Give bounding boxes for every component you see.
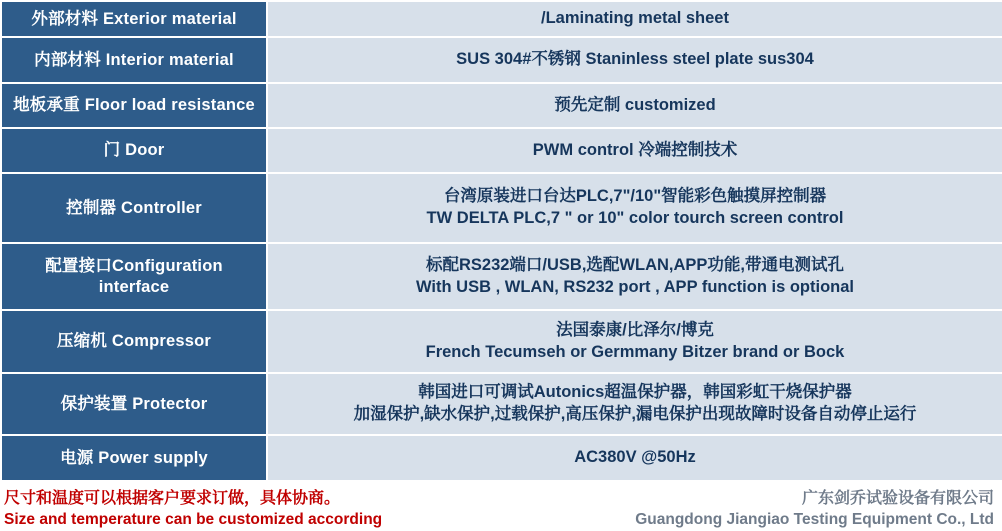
row-label-exterior-material bbox=[1, 1, 267, 37]
footer-note bbox=[4, 488, 382, 531]
table-row bbox=[1, 173, 1002, 243]
footer-company bbox=[635, 488, 994, 531]
row-value-line: 韩国进口可调试Autonics超温保护器，韩国彩虹干烧保护器 bbox=[418, 383, 852, 402]
row-label-text: 配置接口Configuration bbox=[45, 256, 223, 275]
row-value-compressor bbox=[267, 310, 1002, 373]
footer-company-en: Guangdong Jiangiao Testing Equipment Co., Ltd bbox=[635, 510, 994, 528]
row-value-line: French Tecumseh or Germmany Bitzer brand or Bock bbox=[425, 342, 845, 361]
row-value-line: 预先定制 customized bbox=[554, 95, 716, 114]
row-label-text: 地板承重 Floor load resistance bbox=[13, 96, 255, 115]
row-label-text: 门 Door bbox=[103, 141, 165, 160]
row-label-protector bbox=[1, 373, 267, 435]
row-label-door bbox=[1, 128, 267, 173]
row-label-power-supply bbox=[1, 435, 267, 481]
table-row bbox=[1, 83, 1002, 128]
row-label-text-line2: interface bbox=[98, 277, 170, 296]
row-value-line: 台湾原装进口台达PLC,7"/10"智能彩色触摸屏控制器 bbox=[443, 187, 827, 206]
footer-note-cn: 尺寸和温度可以根据客户要求订做，具体协商。 bbox=[4, 490, 341, 507]
table-row bbox=[1, 435, 1002, 481]
table-row bbox=[1, 310, 1002, 373]
row-value-line: TW DELTA PLC,7 " or 10" color tourch screen control bbox=[426, 209, 844, 227]
footer-company-cn: 广东剑乔试验设备有限公司 bbox=[801, 490, 994, 507]
footer-row bbox=[0, 482, 1002, 531]
row-value-line: 加湿保护,缺水保护,过载保护,高压保护,漏电保护出现故障时设备自动停止运行 bbox=[353, 405, 917, 423]
row-value-exterior-material bbox=[267, 1, 1002, 37]
footer bbox=[0, 482, 1002, 531]
row-value-line: 法国泰康/比泽尔/博克 bbox=[556, 320, 714, 339]
row-label-controller bbox=[1, 173, 267, 243]
table-row bbox=[1, 37, 1002, 83]
row-value-line: /Laminating metal sheet bbox=[541, 9, 729, 28]
row-label-text: 压缩机 Compressor bbox=[56, 332, 212, 351]
row-label-floor-load-resistance bbox=[1, 83, 267, 128]
row-value-power-supply bbox=[267, 435, 1002, 481]
table-row bbox=[1, 373, 1002, 435]
row-value-line: With USB , WLAN, RS232 port , APP function is optional bbox=[415, 277, 855, 296]
row-value-line: AC380V @50Hz bbox=[574, 448, 696, 467]
row-label-text: 控制器 Controller bbox=[66, 198, 202, 217]
row-label-text: 外部材料 Exterior material bbox=[31, 9, 237, 28]
row-label-interior-material bbox=[1, 37, 267, 83]
row-value-configuration-interface bbox=[267, 243, 1002, 310]
row-value-line: 标配RS232端口/USB,选配WLAN,APP功能,带通电测试孔 bbox=[425, 255, 845, 274]
table-row bbox=[1, 243, 1002, 310]
row-label-text: 保护装置 Protector bbox=[60, 394, 208, 413]
row-label-compressor bbox=[1, 310, 267, 373]
row-label-configuration-interface bbox=[1, 243, 267, 310]
specification-table-body bbox=[1, 1, 1002, 481]
row-value-line: PWM control 冷端控制技术 bbox=[532, 140, 738, 159]
row-value-line: SUS 304#不锈钢 Staninless steel plate sus304 bbox=[456, 50, 814, 69]
row-value-controller bbox=[267, 173, 1002, 243]
table-row bbox=[1, 1, 1002, 37]
row-value-door bbox=[267, 128, 1002, 173]
row-value-interior-material bbox=[267, 37, 1002, 83]
footer-note-en: Size and temperature can be customized according bbox=[4, 510, 383, 528]
row-label-text: 电源 Power supply bbox=[60, 448, 208, 467]
row-value-floor-load-resistance bbox=[267, 83, 1002, 128]
row-value-protector bbox=[267, 373, 1002, 435]
table-row bbox=[1, 128, 1002, 173]
row-label-text: 内部材料 Interior material bbox=[34, 50, 234, 69]
